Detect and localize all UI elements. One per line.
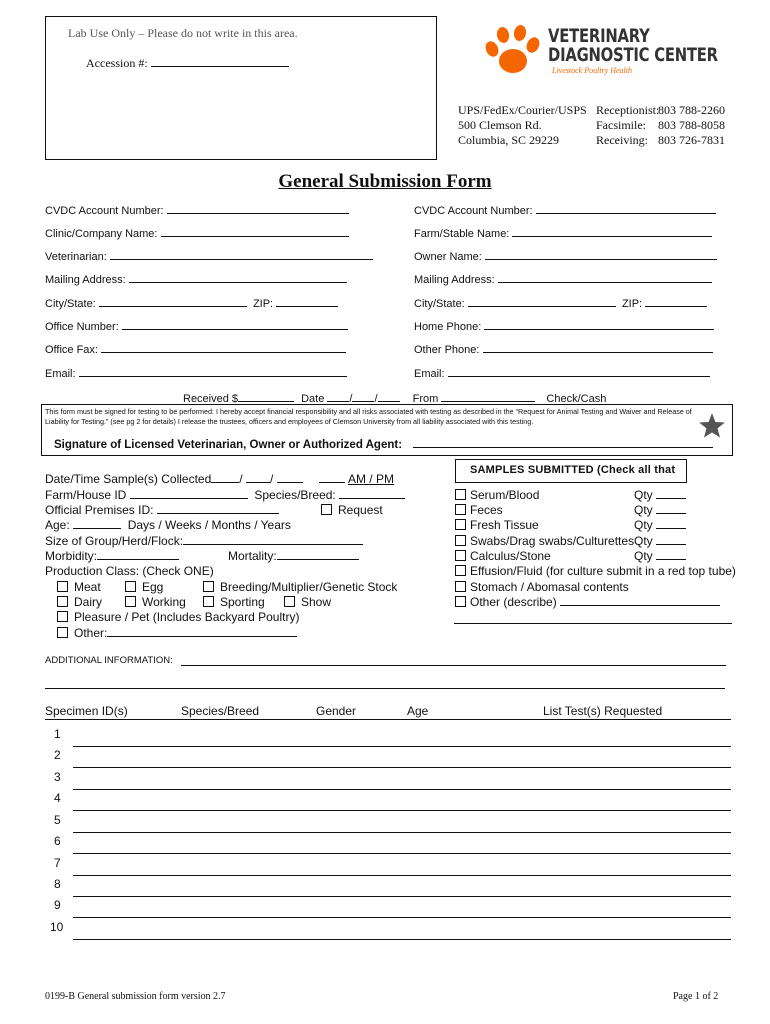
- sample-checkbox-feces[interactable]: [455, 504, 466, 515]
- sporting-label: Sporting: [220, 595, 265, 609]
- sample-label-serum: Serum/Blood: [470, 488, 540, 502]
- table-header-1: Species/Breed: [181, 704, 260, 718]
- sample-checkbox-tissue[interactable]: [455, 519, 466, 530]
- table-row-line[interactable]: [73, 832, 731, 833]
- table-row-num: 10: [50, 920, 64, 934]
- additional-info-label: ADDITIONAL INFORMATION:: [45, 655, 173, 666]
- right-field-4[interactable]: City/State: ZIP:: [414, 296, 707, 310]
- table-row-line[interactable]: [73, 875, 731, 876]
- table-row-num: 6: [54, 834, 61, 848]
- age-field[interactable]: Age: Days / Weeks / Months / Years: [45, 518, 291, 532]
- signature-field[interactable]: Signature of Licensed Veterinarian, Owner or Authorized Agent:: [54, 437, 713, 451]
- morbidity-field[interactable]: Morbidity:: [45, 549, 179, 563]
- left-field-2[interactable]: Veterinarian:: [45, 249, 373, 263]
- table-header-3: Age: [407, 704, 429, 718]
- table-row-line[interactable]: [73, 896, 731, 897]
- table-row-num: 2: [54, 748, 61, 762]
- right-field-2[interactable]: Owner Name:: [414, 249, 717, 263]
- request-label: Request: [338, 503, 383, 517]
- lab-use-notice: Lab Use Only – Please do not write in this area.: [68, 26, 298, 40]
- paw-logo-icon: [484, 25, 542, 77]
- qty-field-4[interactable]: Qty: [634, 549, 686, 563]
- breeding-checkbox[interactable]: [203, 581, 214, 592]
- other-class-field[interactable]: Other:: [74, 626, 297, 640]
- table-header-0: Specimen ID(s): [45, 704, 128, 718]
- form-title: General Submission Form: [278, 171, 492, 192]
- right-field-3[interactable]: Mailing Address:: [414, 272, 712, 286]
- received-row: Received $ Date / / From Check/Cash: [183, 393, 607, 405]
- sample-label-feces: Feces: [470, 503, 503, 517]
- sample-checkbox-stomach[interactable]: [455, 581, 466, 592]
- table-row-num: 3: [54, 770, 61, 784]
- right-field-6[interactable]: Other Phone:: [414, 342, 713, 356]
- table-row-line[interactable]: [73, 917, 731, 918]
- right-field-5[interactable]: Home Phone:: [414, 319, 714, 333]
- farm-house-field[interactable]: Farm/House ID Species/Breed:: [45, 488, 405, 502]
- meat-label: Meat: [74, 580, 101, 594]
- table-row-num: 7: [54, 856, 61, 870]
- samples-header: SAMPLES SUBMITTED (Check all that: [470, 464, 676, 476]
- table-row-line[interactable]: [73, 810, 731, 811]
- table-row-num: 4: [54, 791, 61, 805]
- sample-checkbox-effusion[interactable]: [455, 565, 466, 576]
- table-row-line[interactable]: [73, 853, 731, 854]
- pleasure-label: Pleasure / Pet (Includes Backyard Poultry): [74, 610, 300, 624]
- left-field-4[interactable]: City/State: ZIP:: [45, 296, 338, 310]
- sample-checkbox-other[interactable]: [455, 596, 466, 607]
- table-row-line[interactable]: [73, 767, 731, 768]
- datetime-field[interactable]: Date/Time Sample(s) Collected / / AM / PM: [45, 472, 394, 486]
- table-header-4: List Test(s) Requested: [543, 704, 663, 718]
- table-row-line[interactable]: [73, 939, 731, 940]
- table-row-num: 1: [54, 727, 61, 741]
- premises-field[interactable]: Official Premises ID:: [45, 503, 279, 517]
- sporting-checkbox[interactable]: [203, 596, 214, 607]
- egg-label: Egg: [142, 580, 164, 594]
- disclaimer-text: This form must be signed for testing to be performed: I hereby accept financial responsibility and all risks associated with testing as described in the “Request for Animal Testing and Waiver and Release of Liability for Testing.” (see pg 2 for details) I release the trustees, officers and employees of Clemson University from all liability associated with this testing.: [45, 407, 692, 426]
- footer-version: 0199-B General submission form version 2.7: [45, 991, 226, 1002]
- qty-field-0[interactable]: Qty: [634, 488, 686, 502]
- accession-field[interactable]: Accession #:: [86, 56, 289, 71]
- qty-field-1[interactable]: Qty: [634, 503, 686, 517]
- left-field-6[interactable]: Office Fax:: [45, 342, 346, 356]
- qty-field-2[interactable]: Qty: [634, 518, 686, 532]
- logo-tagline: Livestock Poultry Health: [552, 66, 632, 75]
- table-header-rule: [45, 719, 731, 720]
- additional-info-line-1[interactable]: [181, 665, 726, 666]
- sample-label-effusion: Effusion/Fluid (for culture submit in a red top tube): [470, 564, 736, 578]
- table-row-num: 5: [54, 813, 61, 827]
- left-field-5[interactable]: Office Number:: [45, 319, 348, 333]
- table-header-2: Gender: [316, 704, 357, 718]
- dairy-label: Dairy: [74, 595, 103, 609]
- breeding-label: Breeding/Multiplier/Genetic Stock: [220, 580, 398, 594]
- working-checkbox[interactable]: [125, 596, 136, 607]
- right-field-1[interactable]: Farm/Stable Name:: [414, 226, 712, 240]
- left-field-3[interactable]: Mailing Address:: [45, 272, 347, 286]
- other-class-checkbox[interactable]: [57, 627, 68, 638]
- mortality-field[interactable]: Mortality:: [228, 549, 359, 563]
- egg-checkbox[interactable]: [125, 581, 136, 592]
- sample-label-swabs: Swabs/Drag swabs/Culturettes: [470, 534, 635, 548]
- sample-other-field[interactable]: Other (describe): [470, 595, 720, 609]
- table-row-line[interactable]: [73, 746, 731, 747]
- contacts-block: Receptionist:803 788-2260 Facsimile: 803 788-8058 Receiving: 803 726-7831: [596, 103, 725, 147]
- production-class-label: Production Class: (Check ONE): [45, 564, 214, 578]
- logo-line1: VETERINARY: [548, 25, 650, 47]
- request-checkbox[interactable]: [321, 504, 332, 515]
- sample-checkbox-calculus[interactable]: [455, 550, 466, 561]
- table-row-line[interactable]: [73, 789, 731, 790]
- sample-checkbox-swabs[interactable]: [455, 535, 466, 546]
- table-row-num: 8: [54, 877, 61, 891]
- left-field-1[interactable]: Clinic/Company Name:: [45, 226, 349, 240]
- right-field-7[interactable]: Email:: [414, 366, 710, 380]
- logo-line2: DIAGNOSTIC CENTER: [548, 44, 718, 66]
- left-field-7[interactable]: Email:: [45, 366, 347, 380]
- sample-label-tissue: Fresh Tissue: [470, 518, 539, 532]
- sample-label-calculus: Calculus/Stone: [470, 549, 551, 563]
- working-label: Working: [142, 595, 186, 609]
- meat-checkbox[interactable]: [57, 581, 68, 592]
- pleasure-checkbox[interactable]: [57, 611, 68, 622]
- address-block: UPS/FedEx/Courier/USPS 500 Clemson Rd. Columbia, SC 29229: [458, 103, 587, 147]
- star-icon: [698, 412, 726, 440]
- show-checkbox[interactable]: [284, 596, 295, 607]
- table-row-num: 9: [54, 898, 61, 912]
- show-label: Show: [301, 595, 332, 609]
- footer-page: Page 1 of 2: [673, 991, 719, 1002]
- dairy-checkbox[interactable]: [57, 596, 68, 607]
- sample-other-line: [454, 623, 732, 624]
- left-field-0[interactable]: CVDC Account Number:: [45, 203, 349, 217]
- additional-info-line-2[interactable]: [45, 688, 725, 689]
- group-size-field[interactable]: Size of Group/Herd/Flock:: [45, 534, 363, 548]
- sample-label-stomach: Stomach / Abomasal contents: [470, 580, 629, 594]
- qty-field-3[interactable]: Qty: [634, 534, 686, 548]
- sample-checkbox-serum[interactable]: [455, 489, 466, 500]
- right-field-0[interactable]: CVDC Account Number:: [414, 203, 716, 217]
